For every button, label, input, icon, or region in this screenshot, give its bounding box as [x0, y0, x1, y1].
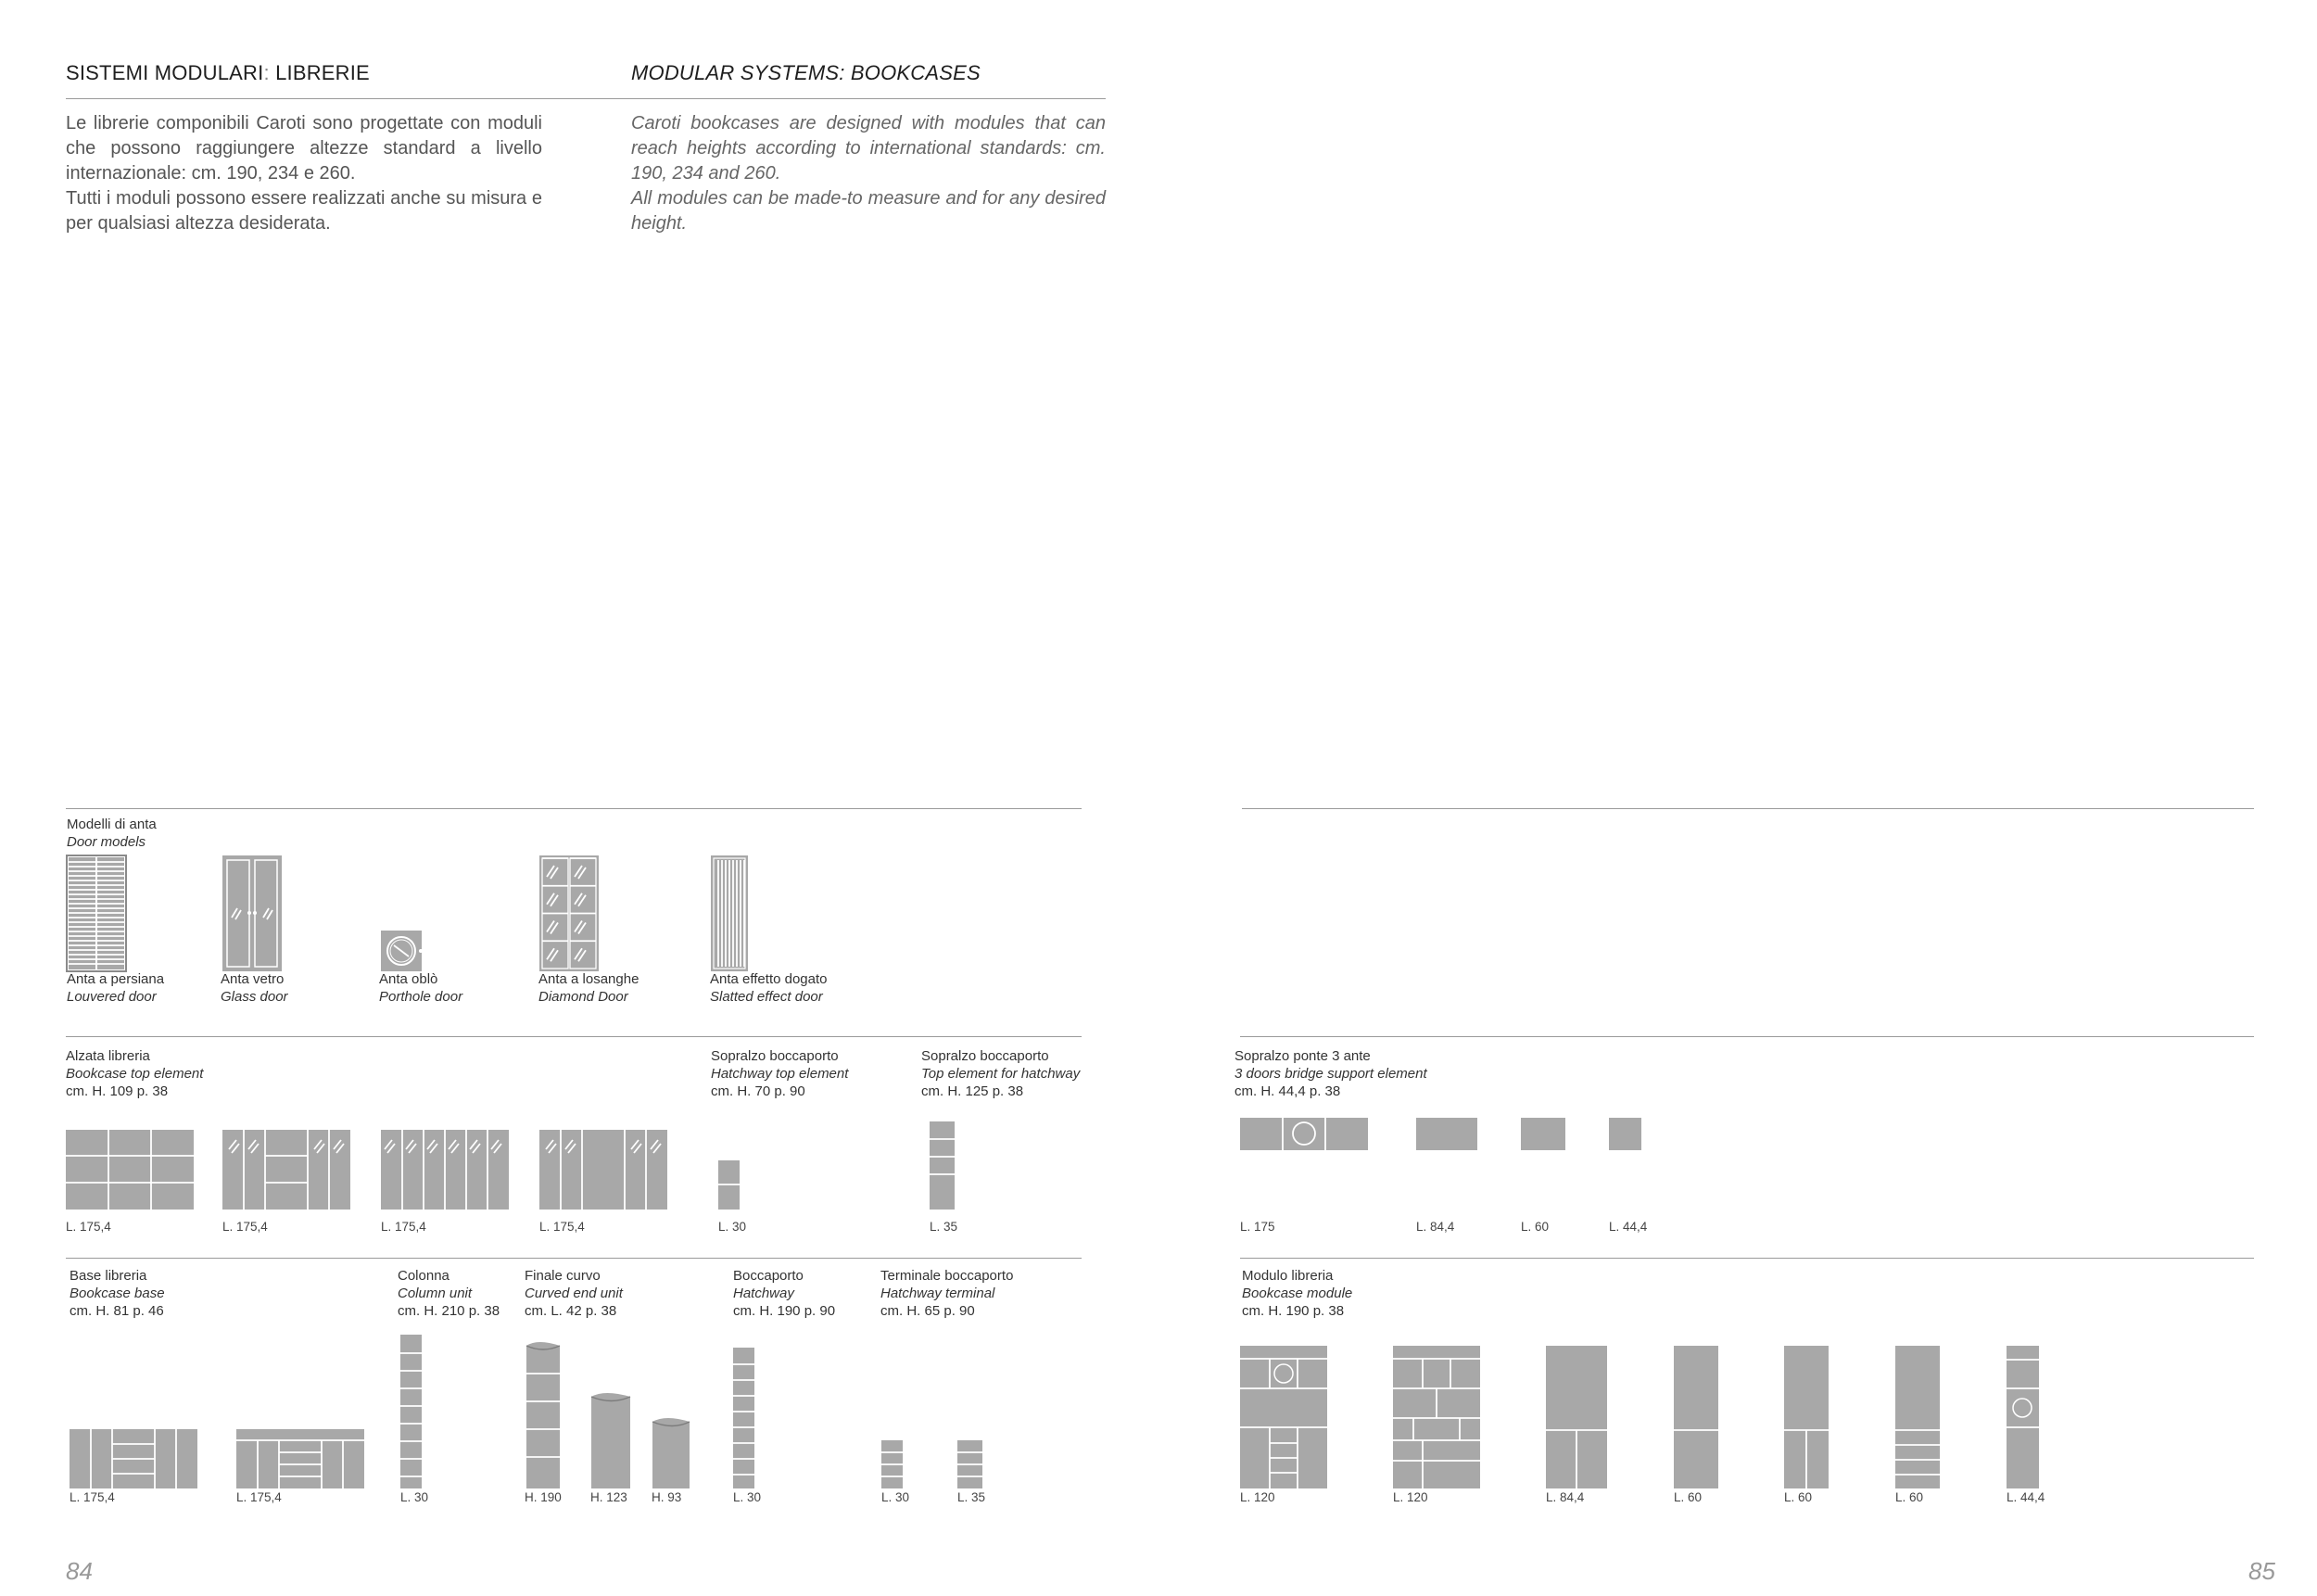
colonna-drawing: [400, 1335, 422, 1488]
label-alzata-4: L. 175,4: [539, 1220, 585, 1234]
colonna-title-it: Colonna: [398, 1268, 449, 1284]
sopralzo-ponte-dims: cm. H. 44,4 p. 38: [1234, 1083, 1341, 1099]
divider-top-elements-right: [1240, 1036, 2254, 1037]
boccaporto-drawing: [733, 1348, 754, 1488]
boccaporto-title-en: Hatchway: [733, 1286, 794, 1301]
label-ponte-2: L. 84,4: [1416, 1220, 1455, 1234]
intro-text-it: [66, 111, 542, 236]
label-alzata-1: L. 175,4: [66, 1220, 111, 1234]
label-ponte-1: L. 175: [1240, 1220, 1275, 1234]
intro-text-en: [631, 111, 1106, 236]
door-label-porthole-it: Anta oblò: [379, 971, 438, 987]
finale-curvo-dims: cm. L. 42 p. 38: [525, 1303, 617, 1319]
divider-base-left: [66, 1258, 1082, 1259]
door-label-slatted: [710, 970, 828, 1006]
divider-top-elements-left: [66, 1036, 1082, 1037]
divider-right-top: [1242, 808, 2254, 809]
label-finale-3: H. 93: [652, 1490, 682, 1504]
intro-en-paragraph-1: Caroti bookcases are designed with modules that can reach heights according to international standards: cm. 190, 234 and 260.: [631, 113, 1106, 184]
base-libreria-title-it: Base libreria: [70, 1268, 147, 1284]
sopralzo-boccaporto-drawing: [718, 1160, 740, 1210]
label-alzata-2: L. 175,4: [222, 1220, 268, 1234]
modulo-120-b-drawing: [1393, 1346, 1480, 1488]
door-label-slatted-it: Anta effetto dogato: [710, 971, 828, 987]
intro-it-paragraph-2: Tutti i moduli possono essere realizzati anche su misura e per qualsiasi altezza desiderata.: [66, 188, 542, 234]
divider-door-models-top: [66, 808, 1082, 809]
door-label-porthole: [379, 970, 462, 1006]
label-modulo-6: L. 60: [1895, 1490, 1924, 1504]
sopralzo-boccaporto-2-dims: cm. H. 125 p. 38: [921, 1083, 1024, 1099]
terminale-1-drawing: [881, 1440, 903, 1488]
porthole-door-drawing: [381, 931, 423, 971]
sopralzo-ponte-60-drawing: [1521, 1118, 1565, 1150]
door-models-title-en: Door models: [67, 834, 146, 850]
door-label-louvered-en: Louvered door: [67, 989, 157, 1005]
slatted-door-drawing: [711, 855, 748, 971]
sopralzo-boccaporto-2-title-it: Sopralzo boccaporto: [921, 1048, 1049, 1064]
title-it-rest: LIBRERIE: [269, 61, 370, 84]
terminale-dims: cm. H. 65 p. 90: [880, 1303, 975, 1319]
door-label-glass: [221, 970, 288, 1006]
base-libreria-caption: [70, 1267, 165, 1320]
intro-it-paragraph-1: Le librerie componibili Caroti sono progettate con moduli che possono raggiungere altezze standard a livello internazionale: cm. 190, 234 e 260.: [66, 113, 542, 184]
modulo-dims: cm. H. 190 p. 38: [1242, 1303, 1345, 1319]
louvered-door-drawing: [67, 855, 126, 971]
colonna-dims: cm. H. 210 p. 38: [398, 1303, 500, 1319]
sopralzo-ponte-caption: [1234, 1047, 1427, 1100]
section-title-it: [66, 61, 370, 85]
sopralzo-boccaporto-title-en: Hatchway top element: [711, 1066, 849, 1082]
label-finale-1: H. 190: [525, 1490, 562, 1504]
alzata-plain-drawing: [66, 1130, 194, 1210]
terminale-caption: [880, 1267, 1013, 1320]
label-modulo-3: L. 84,4: [1546, 1490, 1585, 1504]
finale-curvo-title-it: Finale curvo: [525, 1268, 601, 1284]
page-number-left: 84: [66, 1557, 93, 1585]
modulo-84-drawing: [1546, 1346, 1607, 1488]
sopralzo-ponte-title-en: 3 doors bridge support element: [1234, 1066, 1427, 1082]
colonna-title-en: Column unit: [398, 1286, 473, 1301]
sopralzo-boccaporto-2-drawing: [930, 1121, 955, 1210]
modulo-60-b-drawing: [1784, 1346, 1829, 1488]
door-label-glass-it: Anta vetro: [221, 971, 285, 987]
header-rule: [66, 98, 1106, 99]
title-it-main: SISTEMI MODULARI: [66, 61, 264, 84]
alzata-glass-mixed-drawing: [222, 1130, 350, 1210]
alzata-dims: cm. H. 109 p. 38: [66, 1083, 169, 1099]
door-models-title: [67, 816, 157, 851]
alzata-caption: [66, 1047, 203, 1100]
modulo-caption: [1242, 1267, 1352, 1320]
label-modulo-1: L. 120: [1240, 1490, 1275, 1504]
sopralzo-ponte-title-it: Sopralzo ponte 3 ante: [1234, 1048, 1371, 1064]
door-label-louvered: [67, 970, 164, 1006]
label-modulo-4: L. 60: [1674, 1490, 1703, 1504]
modulo-title-it: Modulo libreria: [1242, 1268, 1334, 1284]
door-label-diamond-it: Anta a losanghe: [538, 971, 639, 987]
label-modulo-5: L. 60: [1784, 1490, 1813, 1504]
door-label-diamond-en: Diamond Door: [538, 989, 628, 1005]
label-modulo-2: L. 120: [1393, 1490, 1428, 1504]
modulo-44-drawing: [2007, 1346, 2039, 1488]
finale-curvo-caption: [525, 1267, 623, 1320]
terminale-2-drawing: [957, 1440, 982, 1488]
door-label-slatted-en: Slatted effect door: [710, 989, 823, 1005]
finale-curvo-h190-drawing: [526, 1342, 560, 1488]
label-terminale-1: L. 30: [881, 1490, 910, 1504]
boccaporto-caption: [733, 1267, 835, 1320]
alzata-glass-four-drawing: [539, 1130, 667, 1210]
base-libreria-1-drawing: [70, 1429, 197, 1488]
door-label-louvered-it: Anta a persiana: [67, 971, 165, 987]
section-title-en: MODULAR SYSTEMS: BOOKCASES: [631, 61, 981, 84]
sopralzo-boccaporto-2-caption: [921, 1047, 1080, 1100]
base-libreria-2-drawing: [236, 1429, 364, 1488]
boccaporto-dims: cm. H. 190 p. 90: [733, 1303, 836, 1319]
label-finale-2: H. 123: [590, 1490, 627, 1504]
label-modulo-7: L. 44,4: [2007, 1490, 2045, 1504]
label-ponte-4: L. 44,4: [1609, 1220, 1648, 1234]
label-alzata-3: L. 175,4: [381, 1220, 426, 1234]
sopralzo-ponte-175-drawing: [1240, 1118, 1368, 1150]
diamond-door-drawing: [539, 855, 599, 971]
finale-curvo-h93-drawing: [652, 1418, 690, 1488]
modulo-title-en: Bookcase module: [1242, 1286, 1353, 1301]
base-libreria-title-en: Bookcase base: [70, 1286, 165, 1301]
label-base-1: L. 175,4: [70, 1490, 115, 1504]
glass-door-drawing: [222, 855, 282, 971]
door-models-title-it: Modelli di anta: [67, 817, 157, 832]
top-elements-drawings: [0, 1112, 2317, 1214]
label-sopralzo-boccaporto-2: L. 35: [930, 1220, 958, 1234]
modulo-60-c-drawing: [1895, 1346, 1940, 1488]
colonna-caption: [398, 1267, 500, 1320]
alzata-title-en: Bookcase top element: [66, 1066, 204, 1082]
page-number-right: 85: [2248, 1557, 2275, 1585]
intro-en-paragraph-2: All modules can be made-to measure and for any desired height.: [631, 188, 1106, 234]
sopralzo-boccaporto-dims: cm. H. 70 p. 90: [711, 1083, 805, 1099]
terminale-title-it: Terminale boccaporto: [880, 1268, 1014, 1284]
door-label-glass-en: Glass door: [221, 989, 288, 1005]
door-drawings: [0, 853, 834, 978]
base-row-drawings: [0, 1325, 2317, 1492]
alzata-title-it: Alzata libreria: [66, 1048, 150, 1064]
label-colonna: L. 30: [400, 1490, 429, 1504]
label-sopralzo-boccaporto: L. 30: [718, 1220, 747, 1234]
modulo-60-a-drawing: [1674, 1346, 1718, 1488]
modulo-120-a-drawing: [1240, 1346, 1327, 1488]
sopralzo-boccaporto-caption: [711, 1047, 848, 1100]
finale-curvo-title-en: Curved end unit: [525, 1286, 623, 1301]
sopralzo-ponte-84-drawing: [1416, 1118, 1477, 1150]
sopralzo-boccaporto-2-title-en: Top element for hatchway: [921, 1066, 1081, 1082]
boccaporto-title-it: Boccaporto: [733, 1268, 804, 1284]
label-boccaporto: L. 30: [733, 1490, 762, 1504]
alzata-glass-six-drawing: [381, 1130, 509, 1210]
door-label-diamond: [538, 970, 639, 1006]
label-base-2: L. 175,4: [236, 1490, 282, 1504]
label-terminale-2: L. 35: [957, 1490, 986, 1504]
title-it-separator: :: [263, 61, 270, 84]
sopralzo-ponte-44-drawing: [1609, 1118, 1641, 1150]
label-ponte-3: L. 60: [1521, 1220, 1550, 1234]
base-libreria-dims: cm. H. 81 p. 46: [70, 1303, 164, 1319]
finale-curvo-h123-drawing: [591, 1393, 630, 1488]
divider-base-right: [1240, 1258, 2254, 1259]
sopralzo-boccaporto-title-it: Sopralzo boccaporto: [711, 1048, 839, 1064]
door-label-porthole-en: Porthole door: [379, 989, 463, 1005]
terminale-title-en: Hatchway terminal: [880, 1286, 995, 1301]
